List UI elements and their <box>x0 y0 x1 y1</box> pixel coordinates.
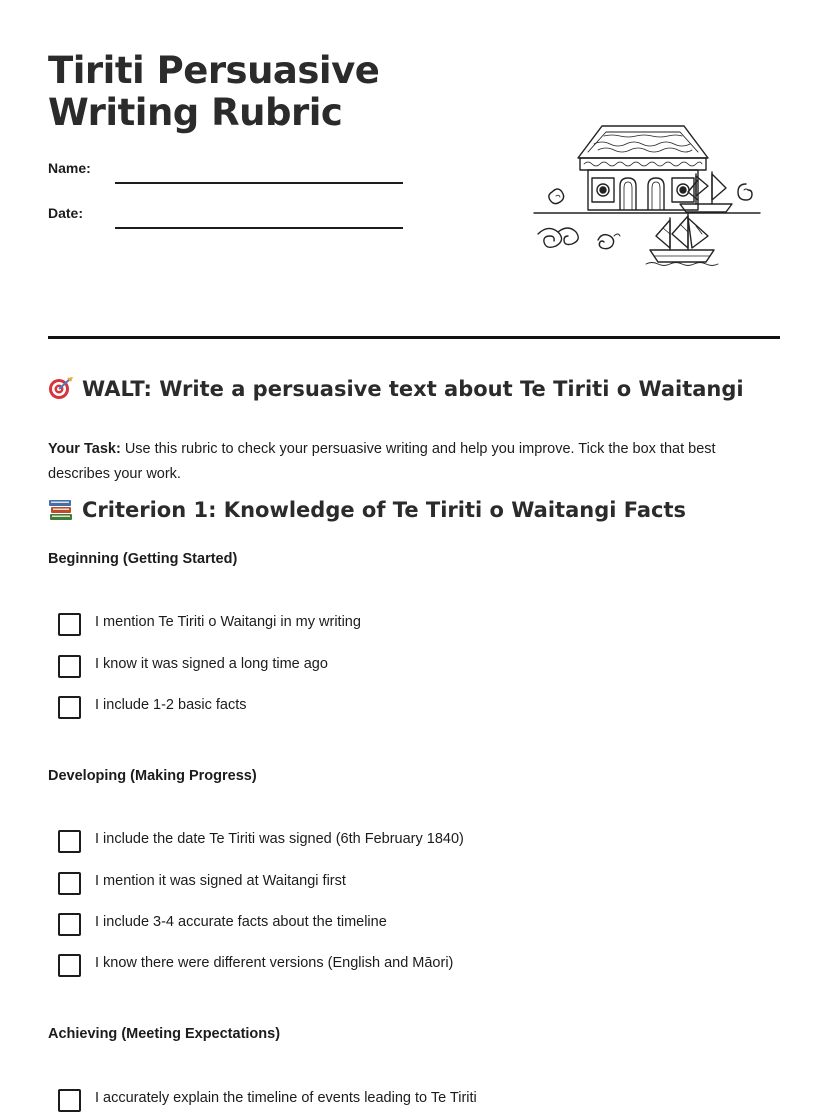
band <box>580 158 706 170</box>
date-write-line[interactable] <box>115 227 403 229</box>
criterion-1-heading-text: Criterion 1: Knowledge of Te Tiriti o Waitangi Facts <box>82 498 687 522</box>
checklist-item-text: I mention it was signed at Waitangi first <box>95 873 346 889</box>
checkbox[interactable] <box>58 872 81 895</box>
target-icon <box>48 376 74 400</box>
criterion-1-heading <box>48 496 686 524</box>
checklist-item-text: I know there were different versions (English and Māori) <box>95 955 454 971</box>
checkbox[interactable] <box>58 696 81 719</box>
checklist-item-text: I include 3-4 accurate facts about the timeline <box>95 914 387 930</box>
door-right <box>648 178 664 210</box>
page-title: Tiriti Persuasive Writing Rubric <box>48 49 380 134</box>
checkbox[interactable] <box>58 655 81 678</box>
wharenui-illustration <box>532 122 762 267</box>
task-label: Your Task: <box>48 440 121 457</box>
checklist-item <box>58 954 758 978</box>
checklist-item <box>58 913 758 937</box>
koru-bottom-mid <box>598 235 614 249</box>
level-developing-heading: Developing (Making Progress) <box>48 768 257 784</box>
checklist-item-text: I include the date Te Tiriti was signed (6th February 1840) <box>95 831 464 847</box>
checklist-item <box>58 830 758 854</box>
name-write-line[interactable] <box>115 182 403 184</box>
checkbox[interactable] <box>58 613 81 636</box>
checkbox[interactable] <box>58 1089 81 1112</box>
checklist-item-text: I know it was signed a long time ago <box>95 656 328 672</box>
checklist-item <box>58 696 758 720</box>
walt-heading <box>48 375 744 403</box>
checklist-item-text: I include 1-2 basic facts <box>95 697 247 713</box>
name-label: Name: <box>48 160 91 176</box>
books-icon <box>48 497 74 521</box>
checkbox[interactable] <box>58 954 81 977</box>
checkbox[interactable] <box>58 830 81 853</box>
checklist-item <box>58 1089 758 1113</box>
walt-heading-text: WALT: Write a persuasive text about Te Tiriti o Waitangi <box>82 377 744 401</box>
task-paragraph <box>48 437 778 487</box>
level-beginning-heading: Beginning (Getting Started) <box>48 551 238 567</box>
section-divider <box>48 336 780 339</box>
checklist-item <box>58 872 758 896</box>
door-left <box>620 178 636 210</box>
ship-small-hull <box>680 204 732 212</box>
checklist-item <box>58 655 758 679</box>
checkbox[interactable] <box>58 913 81 936</box>
task-text: Use this rubric to check your persuasive writing and help you improve. Tick the box that best describes your work. <box>48 440 716 482</box>
koru-right <box>738 184 752 200</box>
level-achieving-heading: Achieving (Meeting Expectations) <box>48 1026 281 1042</box>
checklist-item-text: I mention Te Tiriti o Waitangi in my writing <box>95 614 361 630</box>
checklist-item-text: I accurately explain the timeline of events leading to Te Tiriti <box>95 1090 477 1106</box>
date-label: Date: <box>48 205 84 221</box>
date-field <box>48 205 408 235</box>
name-field <box>48 160 408 190</box>
checklist-item <box>58 613 758 637</box>
